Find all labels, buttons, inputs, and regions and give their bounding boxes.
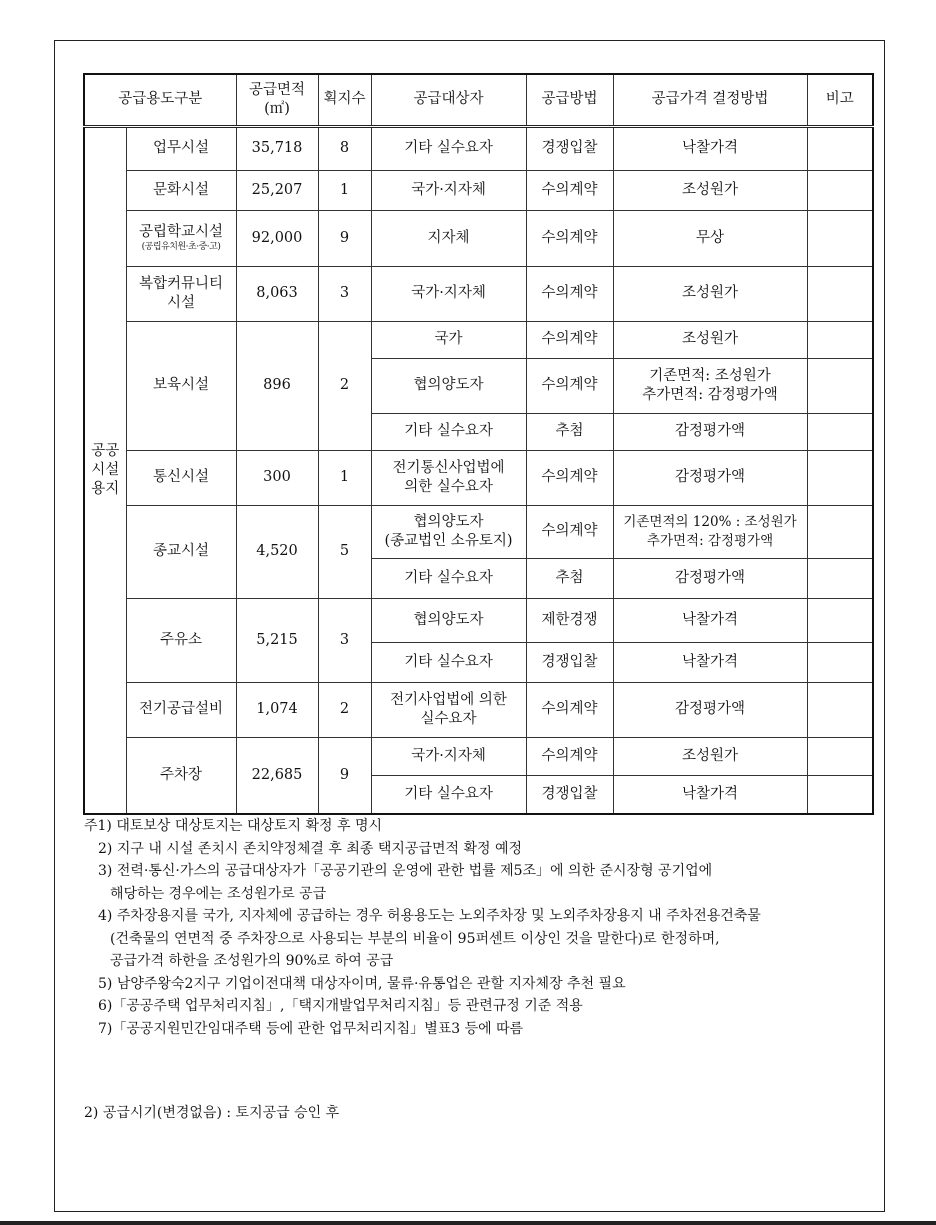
header-area xyxy=(236,74,318,126)
method-value: 수의계약 xyxy=(526,266,613,321)
table-row xyxy=(84,266,873,321)
remark-cell xyxy=(807,210,873,266)
price-value: 감정평가액 xyxy=(613,413,807,450)
method-value: 경쟁입찰 xyxy=(526,126,613,170)
facility-name-line: 시설 xyxy=(167,294,196,311)
footnote-7: 7)「공공지원민간임대주택 등에 관한 업무처리지침」별표3 등에 따름 xyxy=(98,1020,524,1037)
method-value: 수의계약 xyxy=(526,170,613,210)
table-row xyxy=(84,737,873,775)
method-value: 수의계약 xyxy=(526,505,613,558)
target-value: 국가 xyxy=(371,321,526,358)
facility-name: 업무시설 xyxy=(126,126,236,170)
footnote-1: 주1) 대토보상 대상토지는 대상토지 확정 후 명시 xyxy=(84,818,383,834)
facility-name xyxy=(126,210,236,266)
facility-name: 전기공급설비 xyxy=(126,682,236,737)
lots-value: 3 xyxy=(318,266,371,321)
price-value: 조성원가 xyxy=(613,170,807,210)
method-value: 경쟁입찰 xyxy=(526,642,613,682)
price-value: 낙찰가격 xyxy=(613,642,807,682)
target-value xyxy=(371,505,526,558)
table-row xyxy=(84,450,873,505)
price-value: 낙찰가격 xyxy=(613,126,807,170)
facility-name: 보육시설 xyxy=(126,321,236,450)
area-value: 92,000 xyxy=(236,210,318,266)
area-value: 896 xyxy=(236,321,318,450)
target-value: 기타 실수요자 xyxy=(371,126,526,170)
facility-name: 주유소 xyxy=(126,598,236,682)
facility-name: 통신시설 xyxy=(126,450,236,505)
method-value: 수의계약 xyxy=(526,210,613,266)
area-value: 5,215 xyxy=(236,598,318,682)
area-value: 4,520 xyxy=(236,505,318,598)
facility-name-text: 공립학교시설 xyxy=(138,224,224,240)
method-value: 수의계약 xyxy=(526,737,613,775)
header-lots: 획지수 xyxy=(318,74,371,126)
method-value: 제한경쟁 xyxy=(526,598,613,642)
target-value xyxy=(371,682,526,737)
remark-cell xyxy=(807,358,873,413)
footnote-2: 2) 지구 내 시설 존치시 존치약정체결 후 최종 택지공급면적 확정 예정 xyxy=(98,840,523,857)
table-row xyxy=(84,505,873,558)
target-value: 협의양도자 xyxy=(371,598,526,642)
method-value: 추첨 xyxy=(526,413,613,450)
lots-value: 1 xyxy=(318,450,371,505)
target-line: 전기통신사업법에 xyxy=(392,459,505,476)
lots-value: 1 xyxy=(318,170,371,210)
price-value: 감정평가액 xyxy=(613,558,807,598)
table-row xyxy=(84,598,873,642)
remark-cell xyxy=(807,682,873,737)
header-target: 공급대상자 xyxy=(371,74,526,126)
target-value: 기타 실수요자 xyxy=(371,413,526,450)
footnote-6: 6)「공공주택 업무처리지침」,「택지개발업무처리지침」등 관련규정 기준 적용 xyxy=(98,998,583,1014)
target-value: 기타 실수요자 xyxy=(371,775,526,814)
group-label-cell xyxy=(84,126,126,814)
facility-name: 주차장 xyxy=(126,737,236,814)
target-value: 협의양도자 xyxy=(371,358,526,413)
facility-name: 종교시설 xyxy=(126,505,236,598)
price-line: 추가면적: 감정평가액 xyxy=(642,386,778,403)
header-category: 공급용도구분 xyxy=(84,74,236,126)
method-value: 수의계약 xyxy=(526,450,613,505)
target-value: 국가·지자체 xyxy=(371,170,526,210)
remark-cell xyxy=(807,321,873,358)
remark-cell xyxy=(807,775,873,814)
target-value xyxy=(371,450,526,505)
footnote-3: 3) 전력·통신·가스의 공급대상자가「공공기관의 운영에 관한 법률 제5조」에 의한 준시장형 공기업에 xyxy=(98,863,713,879)
target-value: 지자체 xyxy=(371,210,526,266)
facility-name-line: 복합커뮤니티 xyxy=(138,275,224,292)
remark-cell xyxy=(807,737,873,775)
footnote-4-cont-2: 공급가격 하한을 조성원가의 90%로 하여 공급 xyxy=(110,953,394,969)
area-value: 8,063 xyxy=(236,266,318,321)
facility-name xyxy=(126,266,236,321)
area-value: 22,685 xyxy=(236,737,318,814)
target-line: (종교법인 소유토지) xyxy=(384,532,513,549)
target-value: 국가·지자체 xyxy=(371,737,526,775)
lots-value: 2 xyxy=(318,321,371,450)
remark-cell xyxy=(807,413,873,450)
price-line: 기존면적: 조성원가 xyxy=(649,367,771,384)
remark-cell xyxy=(807,126,873,170)
table-row xyxy=(84,210,873,266)
table-row xyxy=(84,321,873,358)
price-value: 감정평가액 xyxy=(613,682,807,737)
bottom-rule xyxy=(0,1221,936,1225)
footnote-3-cont-text: 해당하는 경우에는 조성원가로 공급 xyxy=(110,885,327,902)
footnote-4-cont-1: (건축물의 연면적 중 주차장으로 사용되는 부분의 비율이 95퍼센트 이상인 것을 말한다)로 한정하며, xyxy=(110,930,720,947)
footnote-5: 5) 남양주왕숙2지구 기업이전대책 대상자이며, 물류·유통업은 관할 지자체장 추천 필요 xyxy=(98,975,626,992)
supply-table xyxy=(83,73,874,815)
table-row xyxy=(84,682,873,737)
supply-time: 2) 공급시기(변경없음) : 토지공급 승인 후 xyxy=(84,1105,340,1121)
header-row xyxy=(84,74,873,126)
target-value: 기타 실수요자 xyxy=(371,642,526,682)
target-line: 의한 실수요자 xyxy=(404,478,493,495)
method-value: 수의계약 xyxy=(526,682,613,737)
method-value: 수의계약 xyxy=(526,358,613,413)
lots-value: 3 xyxy=(318,598,371,682)
remark-cell xyxy=(807,642,873,682)
target-line: 실수요자 xyxy=(420,710,477,727)
footnote-3-cont xyxy=(84,883,874,906)
remark-cell xyxy=(807,450,873,505)
lots-value: 9 xyxy=(318,737,371,814)
target-line: 전기사업법에 의한 xyxy=(390,691,507,708)
target-value: 국가·지자체 xyxy=(371,266,526,321)
method-value: 경쟁입찰 xyxy=(526,775,613,814)
table-row xyxy=(84,170,873,210)
area-value: 35,718 xyxy=(236,126,318,170)
remark-cell xyxy=(807,266,873,321)
price-value: 감정평가액 xyxy=(613,450,807,505)
lots-value: 2 xyxy=(318,682,371,737)
remark-cell xyxy=(807,558,873,598)
remark-cell xyxy=(807,505,873,558)
header-price: 공급가격 결정방법 xyxy=(613,74,807,126)
target-line: 협의양도자 xyxy=(413,513,484,530)
price-value: 조성원가 xyxy=(613,737,807,775)
method-value: 수의계약 xyxy=(526,321,613,358)
footnotes xyxy=(84,815,874,1040)
price-value: 조성원가 xyxy=(613,321,807,358)
method-value: 추첨 xyxy=(526,558,613,598)
price-value: 낙찰가격 xyxy=(613,775,807,814)
header-method: 공급방법 xyxy=(526,74,613,126)
footnote-4: 4) 주차장용지를 국가, 지자체에 공급하는 경우 허용용도는 노외주차장 및 노외주차장용지 내 주차전용건축물 xyxy=(98,908,761,924)
header-remark: 비고 xyxy=(807,74,873,126)
price-value xyxy=(613,505,807,558)
header-area-line1: 공급면적 xyxy=(249,81,306,98)
area-value: 25,207 xyxy=(236,170,318,210)
lots-value: 8 xyxy=(318,126,371,170)
remark-cell xyxy=(807,598,873,642)
lots-value: 5 xyxy=(318,505,371,598)
table-row xyxy=(84,126,873,170)
facility-name: 문화시설 xyxy=(126,170,236,210)
price-value xyxy=(613,358,807,413)
header-area-line2: (㎡) xyxy=(264,100,290,117)
price-value: 무상 xyxy=(613,210,807,266)
price-value: 낙찰가격 xyxy=(613,598,807,642)
price-value: 조성원가 xyxy=(613,266,807,321)
target-value: 기타 실수요자 xyxy=(371,558,526,598)
lots-value: 9 xyxy=(318,210,371,266)
price-line: 기존면적의 120% : 조성원가 xyxy=(623,513,797,530)
facility-name-sub: (공립유치원·초·중·고) xyxy=(141,242,221,252)
area-value: 1,074 xyxy=(236,682,318,737)
price-line: 추가면적: 감정평가액 xyxy=(646,532,774,549)
group-label-line: 시설 xyxy=(91,461,120,478)
area-value: 300 xyxy=(236,450,318,505)
remark-cell xyxy=(807,170,873,210)
group-label-line: 공공 xyxy=(91,442,120,459)
group-label-line: 용지 xyxy=(91,480,120,497)
